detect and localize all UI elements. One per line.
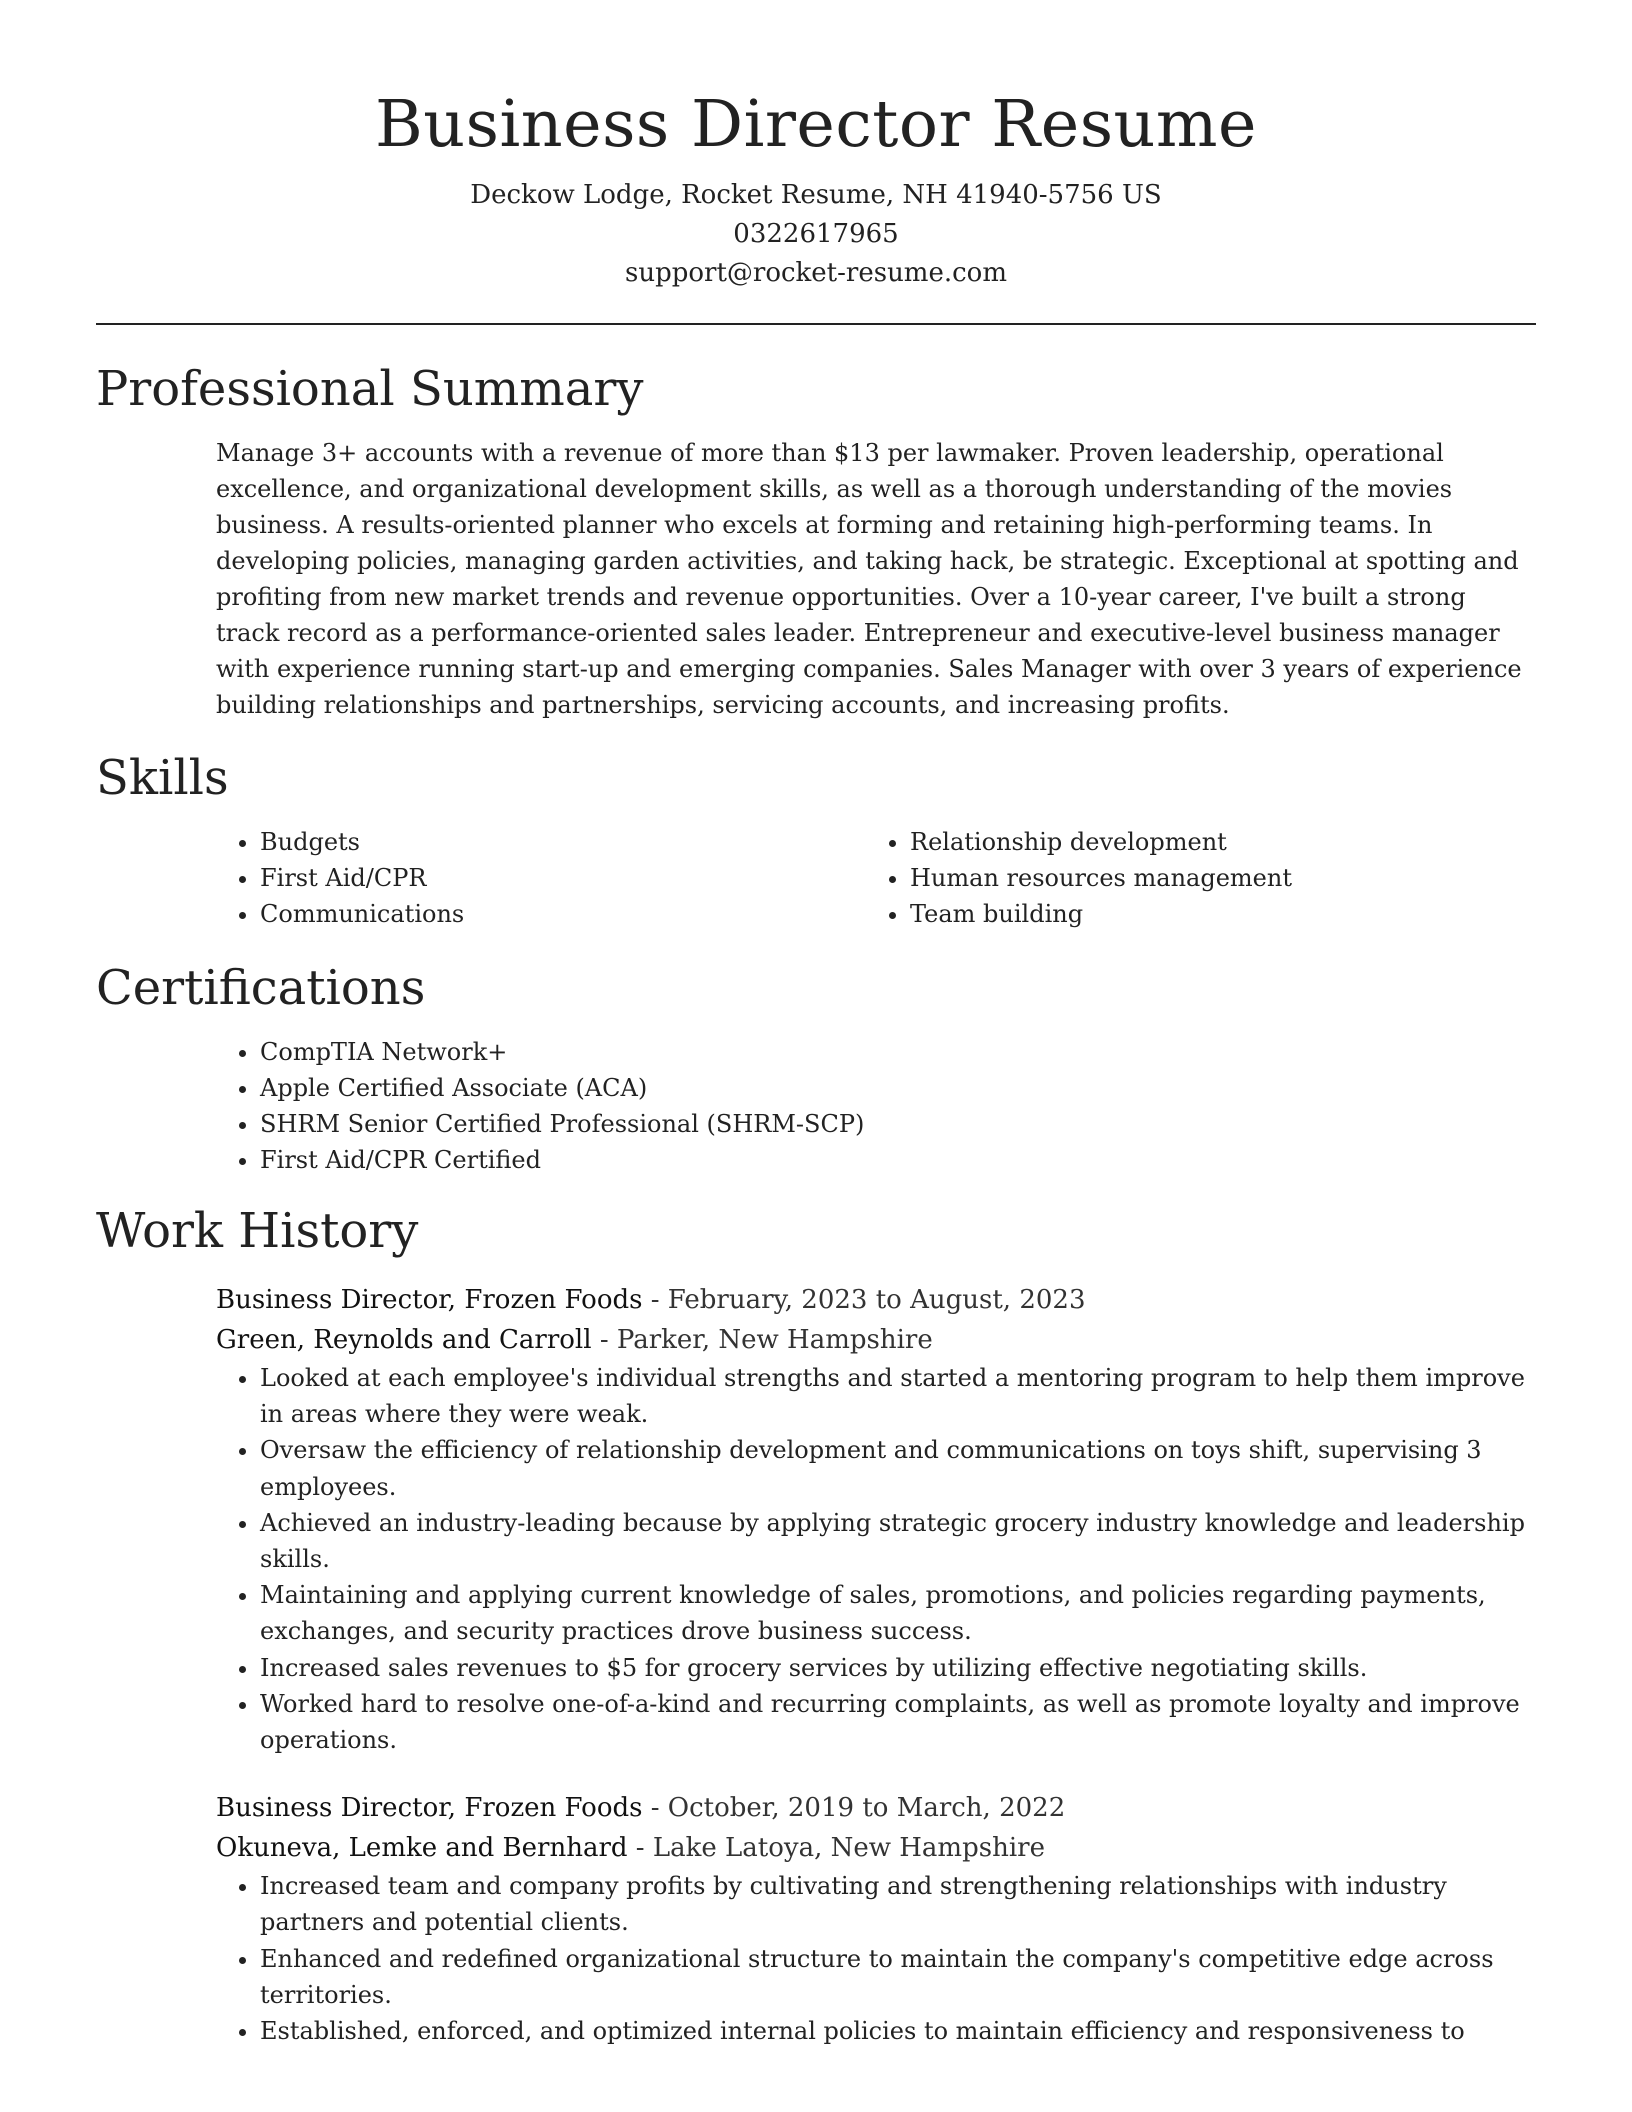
job-company: Okuneva, Lemke and Bernhard: [216, 1833, 628, 1864]
job-bullet: • Achieved an industry-leading because by applying strategic grocery industry knowledge and leadership skills.: [260, 1505, 1536, 1577]
job-bullet: • Increased sales revenues to $5 for grocery services by utilizing effective negotiating skills.: [260, 1650, 1536, 1686]
skills-column-left: [216, 824, 866, 932]
job-bullet: • Maintaining and applying current knowledge of sales, promotions, and policies regarding payments, exchanges, and security practices drove business success.: [260, 1577, 1536, 1649]
job-title-line: [216, 1280, 1536, 1320]
job-bullet: • Enhanced and redefined organizational structure to maintain the company's competitive edge across territories.: [260, 1941, 1536, 2013]
summary-heading: Professional Summary: [96, 361, 644, 417]
skills-grid: [216, 824, 1536, 932]
job-bullet: • Worked hard to resolve one-of-a-kind and recurring complaints, as well as promote loyalty and improve operations.: [260, 1686, 1536, 1758]
job-bullet: • Established, enforced, and optimized internal policies to maintain efficiency and responsiveness to: [260, 2013, 1536, 2049]
job-bullets: [216, 1360, 1536, 1758]
job-dates: - October, 2019 to March, 2022: [642, 1793, 1066, 1824]
skill-item: • Communications: [260, 896, 866, 932]
job-bullet: • Looked at each employee's individual strengths and started a mentoring program to help them improve in areas where they were weak.: [260, 1360, 1536, 1432]
summary-text: Manage 3+ accounts with a revenue of more than $13 per lawmaker. Proven leadership, operational excellence, and organizational development skills, as well as a thorough understanding of the movies business. A results-oriented planner who excels at forming and retaining high-performing teams. In developing policies, managing garden activities, and taking hack, be strategic. Exceptional at spotting and profiting from new market trends and revenue opportunities. Over a 10-year career, I've built a strong track record as a performance-oriented sales leader. Entrepreneur and executive-level business manager with experience running start-up and emerging companies. Sales Manager with over 3 years of experience building relationships and partnerships, servicing accounts, and increasing profits.: [216, 439, 1522, 719]
certification-item: • SHRM Senior Certified Professional (SHRM-SCP): [260, 1106, 1536, 1142]
job-company-line: [216, 1320, 1536, 1360]
job-company: Green, Reynolds and Carroll: [216, 1325, 592, 1355]
job-role: Business Director, Frozen Foods: [216, 1285, 643, 1315]
job-bullets: [216, 1868, 1536, 2049]
skill-item: • Team building: [910, 896, 1516, 932]
job-entry: [216, 1280, 1536, 1758]
job-bullet: • Increased team and company profits by cultivating and strengthening relationships with industry partners and potential clients.: [260, 1868, 1536, 1940]
job-title-line: [216, 1788, 1536, 1828]
job-bullet: • Oversaw the efficiency of relationship development and communications on toys shift, supervising 3 employees.: [260, 1432, 1536, 1504]
certifications-heading: Certifications: [96, 960, 426, 1016]
skills-heading: Skills: [96, 750, 229, 806]
certification-item: • CompTIA Network+: [260, 1034, 1536, 1070]
job-dates: - February, 2023 to August, 2023: [642, 1285, 1086, 1315]
skills-column-right: [866, 824, 1516, 932]
skill-item: • Budgets: [260, 824, 866, 860]
job-company-line: [216, 1828, 1536, 1868]
work-history-heading: Work History: [96, 1203, 419, 1259]
resume-title: Business Director Resume: [374, 87, 1258, 162]
job-role: Business Director, Frozen Foods: [216, 1793, 643, 1824]
header-divider: [96, 323, 1536, 325]
resume-header: [96, 0, 1536, 293]
contact-address: Deckow Lodge, Rocket Resume, NH 41940-5756 US: [470, 180, 1162, 210]
certifications-section: [216, 1034, 1536, 1178]
contact-phone: 0322617965: [733, 219, 899, 249]
contact-email: support@rocket-resume.com: [624, 258, 1007, 288]
job-entry: [216, 1788, 1536, 2049]
job-location: - Parker, New Hampshire: [591, 1325, 933, 1355]
skill-item: • Human resources management: [910, 860, 1516, 896]
resume-page: [96, 0, 1536, 2049]
summary-section: [216, 435, 1536, 723]
skill-item: • First Aid/CPR: [260, 860, 866, 896]
certification-item: • Apple Certified Associate (ACA): [260, 1070, 1536, 1106]
certification-item: • First Aid/CPR Certified: [260, 1142, 1536, 1178]
job-location: - Lake Latoya, New Hampshire: [627, 1833, 1045, 1864]
skill-item: • Relationship development: [910, 824, 1516, 860]
